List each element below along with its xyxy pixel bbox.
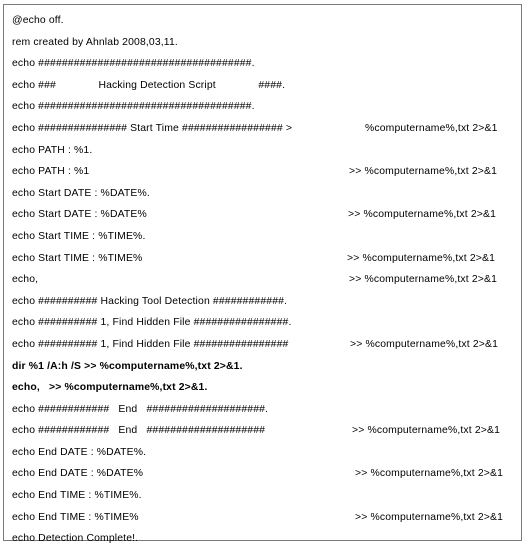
script-line	[12, 356, 522, 378]
line-text: rem created by Ahnlab 2008,03,11.	[12, 36, 178, 48]
script-line	[12, 334, 522, 356]
script-line	[12, 528, 522, 550]
line-text: echo ############### Start Time ################# >	[12, 122, 293, 134]
line-text: echo Start TIME : %TIME%.	[12, 230, 146, 242]
line-text: @echo off.	[12, 15, 64, 26]
script-line	[12, 399, 522, 421]
line-text: echo ####################################.	[12, 58, 255, 70]
line-text: echo, >> %computername%,txt 2>&1.	[12, 382, 208, 394]
line-text: echo Start DATE : %DATE%	[12, 209, 147, 221]
line-redirect: >> %computername%,txt 2>&1	[355, 468, 504, 480]
line-redirect: %computername%,txt 2>&1	[365, 122, 498, 134]
line-text: echo End DATE : %DATE%.	[12, 446, 147, 458]
script-line	[12, 312, 522, 334]
line-text: echo,	[12, 274, 39, 286]
line-redirect: >> %computername%,txt 2>&1	[348, 209, 497, 221]
line-text: echo Start DATE : %DATE%.	[12, 187, 150, 199]
script-line	[12, 291, 522, 313]
line-text: echo End TIME : %TIME%	[12, 511, 139, 523]
line-text: echo PATH : %1.	[12, 144, 93, 156]
script-line	[12, 269, 522, 291]
script-line	[12, 32, 522, 54]
script-line	[12, 161, 522, 183]
script-line	[12, 420, 522, 442]
script-line	[12, 377, 522, 399]
line-text: echo ### Hacking Detection Script ####.	[12, 79, 286, 91]
script-line	[12, 226, 522, 248]
line-text: echo End TIME : %TIME%.	[12, 490, 142, 502]
line-text: echo Start TIME : %TIME%	[12, 252, 143, 264]
script-line	[12, 248, 522, 270]
script-line	[12, 96, 522, 118]
line-redirect: >> %computername%,txt 2>&1	[350, 338, 499, 350]
line-text: echo ####################################.	[12, 101, 255, 113]
script-line	[12, 10, 522, 32]
line-redirect: >> %computername%,txt 2>&1	[355, 511, 504, 523]
line-text: echo ########## 1, Find Hidden File ################.	[12, 317, 292, 329]
line-text: echo ############ End ####################.	[12, 403, 269, 415]
script-line	[12, 442, 522, 464]
line-text: echo ########## Hacking Tool Detection ############.	[12, 295, 288, 307]
line-text: echo End DATE : %DATE%	[12, 468, 144, 480]
script-line	[12, 53, 522, 75]
script-line	[12, 140, 522, 162]
line-redirect: >> %computername%,txt 2>&1	[349, 166, 498, 178]
script-line	[12, 75, 522, 97]
script-line	[12, 183, 522, 205]
line-text: echo ########## 1, Find Hidden File ################	[12, 338, 289, 350]
batch-script	[12, 10, 522, 550]
line-text: echo ############ End ####################	[12, 425, 266, 437]
script-line	[12, 485, 522, 507]
script-line	[12, 507, 522, 529]
line-text: echo PATH : %1	[12, 166, 90, 178]
script-box	[3, 4, 522, 545]
line-redirect: >> %computername%,txt 2>&1	[349, 274, 498, 286]
line-text: echo Detection Complete!.	[12, 533, 139, 545]
line-redirect: >> %computername%,txt 2>&1	[347, 252, 496, 264]
script-line	[12, 204, 522, 226]
script-line	[12, 463, 522, 485]
line-redirect: >> %computername%,txt 2>&1	[352, 425, 501, 437]
script-line	[12, 118, 522, 140]
line-text: dir %1 /A:h /S >> %computername%,txt 2>&1.	[12, 360, 243, 372]
